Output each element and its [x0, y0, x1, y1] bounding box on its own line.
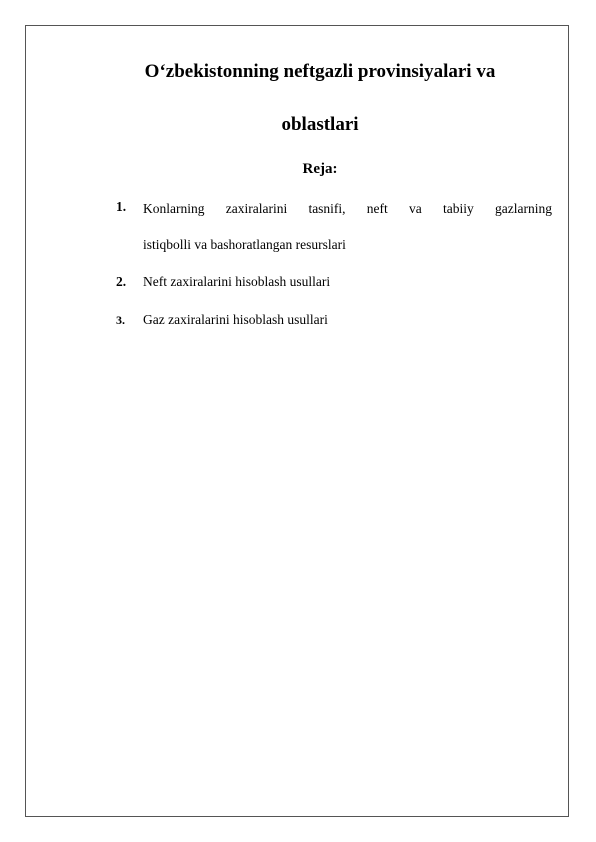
plan-item-2 — [116, 272, 552, 310]
plan-item-number: 2. — [116, 274, 127, 289]
plan-item-number: 3. — [116, 313, 125, 327]
plan-item-text: Gaz zaxiralarini hisoblash usullari — [143, 312, 328, 327]
plan-item-text-line-1: Konlarning zaxiralarini tasnifi, neft va tabiiy gazlarning — [143, 201, 552, 216]
plan-item-1 — [116, 199, 552, 272]
document-title-line-1: O‘zbekistonning neftgazli provinsiyalari va — [144, 61, 496, 82]
document-title-line-2: oblastlari — [281, 114, 359, 135]
plan-item-text: Neft zaxiralarini hisoblash usullari — [143, 274, 331, 289]
plan-item-text-line-2: istiqbolli va bashoratlangan resurslari — [143, 237, 346, 252]
plan-heading: Reja: — [302, 161, 338, 177]
plan-item-number: 1. — [116, 199, 127, 214]
plan-item-3 — [116, 310, 552, 330]
plan-list — [116, 199, 552, 330]
page-border — [25, 25, 569, 817]
